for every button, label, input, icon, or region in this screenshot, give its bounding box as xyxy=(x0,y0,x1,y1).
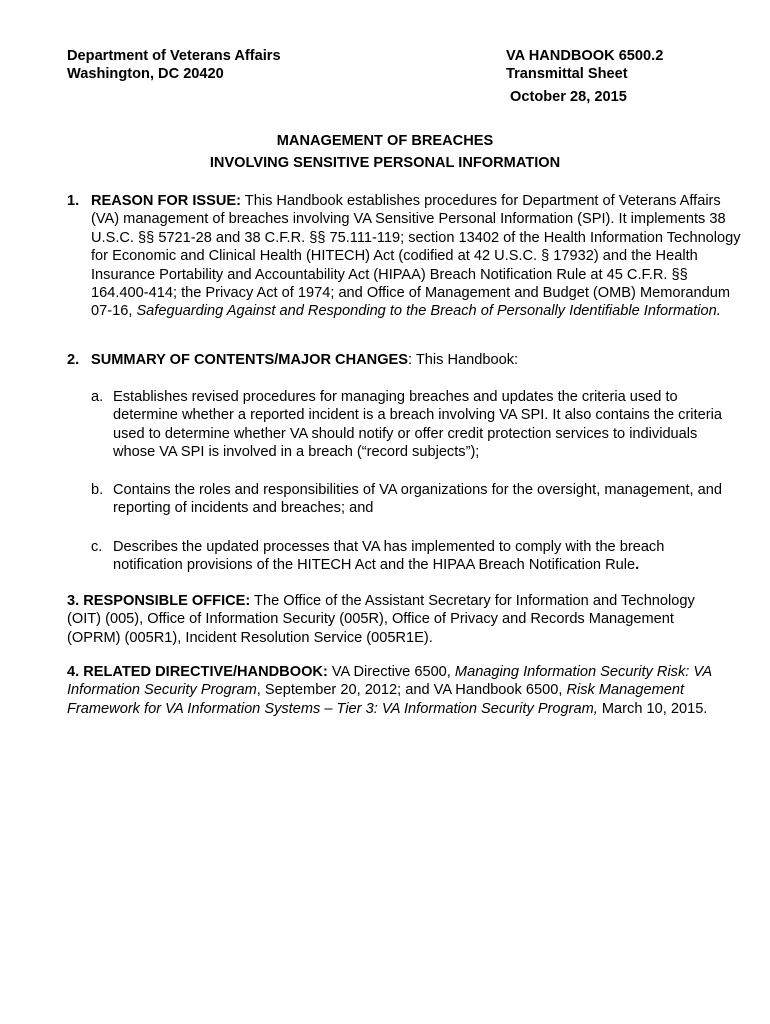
list-item xyxy=(91,388,733,462)
list-item-label: b. xyxy=(91,482,104,498)
directive-title: Managing Information Security Risk: VA Information Security Program xyxy=(67,664,712,699)
header-left xyxy=(67,47,281,84)
section-heading: REASON FOR ISSUE: xyxy=(91,193,242,209)
section-number: 4. xyxy=(67,664,80,680)
section-text: VA Directive 6500, xyxy=(327,664,455,680)
memorandum-title: Safeguarding Against and Responding to the Breach of Personally Identifiable Information. xyxy=(136,303,721,320)
list-item xyxy=(91,481,733,518)
section-number: 1. xyxy=(67,193,80,209)
section-reason-for-issue xyxy=(67,192,741,321)
section-heading: SUMMARY OF CONTENTS/MAJOR CHANGES xyxy=(91,352,409,368)
handbook-number: VA HANDBOOK 6500.2 xyxy=(506,48,664,64)
section-number: 3. xyxy=(67,593,80,609)
section-related-directive xyxy=(67,663,717,718)
department-address: Washington, DC 20420 xyxy=(67,66,224,83)
list-item-text: Contains the roles and responsibilities of VA organizations for the oversight, management, and reporting of incidents and breaches; and xyxy=(113,482,722,517)
section-text: : This Handbook: xyxy=(408,352,519,368)
list-item-label: a. xyxy=(91,389,104,405)
list-item xyxy=(91,538,733,575)
transmittal-sheet-label: Transmittal Sheet xyxy=(506,66,628,83)
section-text: The Office of the Assistant Secretary for Information and Technology (OIT) (005), Office of Information Security (005R), Office of Privacy and Records Management (OPRM) (005R1), Incident Resolution Service (005R1E). xyxy=(67,593,695,646)
section-heading: RELATED DIRECTIVE/HANDBOOK: xyxy=(83,664,328,680)
document-title xyxy=(0,130,770,174)
handbook-title: Risk Management Framework for VA Information Systems – Tier 3: VA Information Security Program, xyxy=(67,682,685,717)
list-item-text: Describes the updated processes that VA has implemented to comply with the breach notification provisions of the HITECH Act and the HIPAA Breach Notification Rule xyxy=(113,539,665,574)
title-line-2: INVOLVING SENSITIVE PERSONAL INFORMATION xyxy=(209,155,561,171)
title-line-1: MANAGEMENT OF BREACHES xyxy=(276,133,494,149)
list-item-label: c. xyxy=(91,539,103,555)
section-text: This Handbook establishes procedures for Department of Veterans Affairs (VA) management of breaches involving VA Sensitive Personal Information (SPI). It implements 38 U.S.C. §§ 5721-28 and 38 C.F.R. §§ 75.111-119; section 13402 of the Health Information Technology for Economic and Clinical Health (HITECH) Act (codified at 42 U.S.C. § 17932) and the Health Insurance Portability and Accountability Act (HIPAA) Breach Notification Rule at 45 C.F.R. §§ 164.400-414; the Privacy Act of 1974; and Office of Management and Budget (OMB) Memorandum 07-16, xyxy=(91,193,741,320)
section-text: March 10, 2015. xyxy=(597,700,708,717)
list-item-text: Establishes revised procedures for managing breaches and updates the criteria used to determine whether a reported incident is a breach involving VA SPI. It also contains the criteria used to determine whether VA should notify or offer credit protection services to individuals whose VA SPI is involved in a breach (“record subjects”); xyxy=(113,389,722,461)
section-responsible-office xyxy=(67,592,717,647)
department-name: Department of Veterans Affairs xyxy=(67,48,281,64)
header-right xyxy=(506,47,663,106)
section-heading: RESPONSIBLE OFFICE: xyxy=(83,593,251,609)
list-item-period: . xyxy=(635,557,640,574)
document-date: October 28, 2015 xyxy=(510,88,627,105)
section-summary-of-changes xyxy=(67,351,741,369)
section-text: , September 20, 2012; and VA Handbook 6500, xyxy=(256,682,567,699)
section-number: 2. xyxy=(67,352,80,368)
